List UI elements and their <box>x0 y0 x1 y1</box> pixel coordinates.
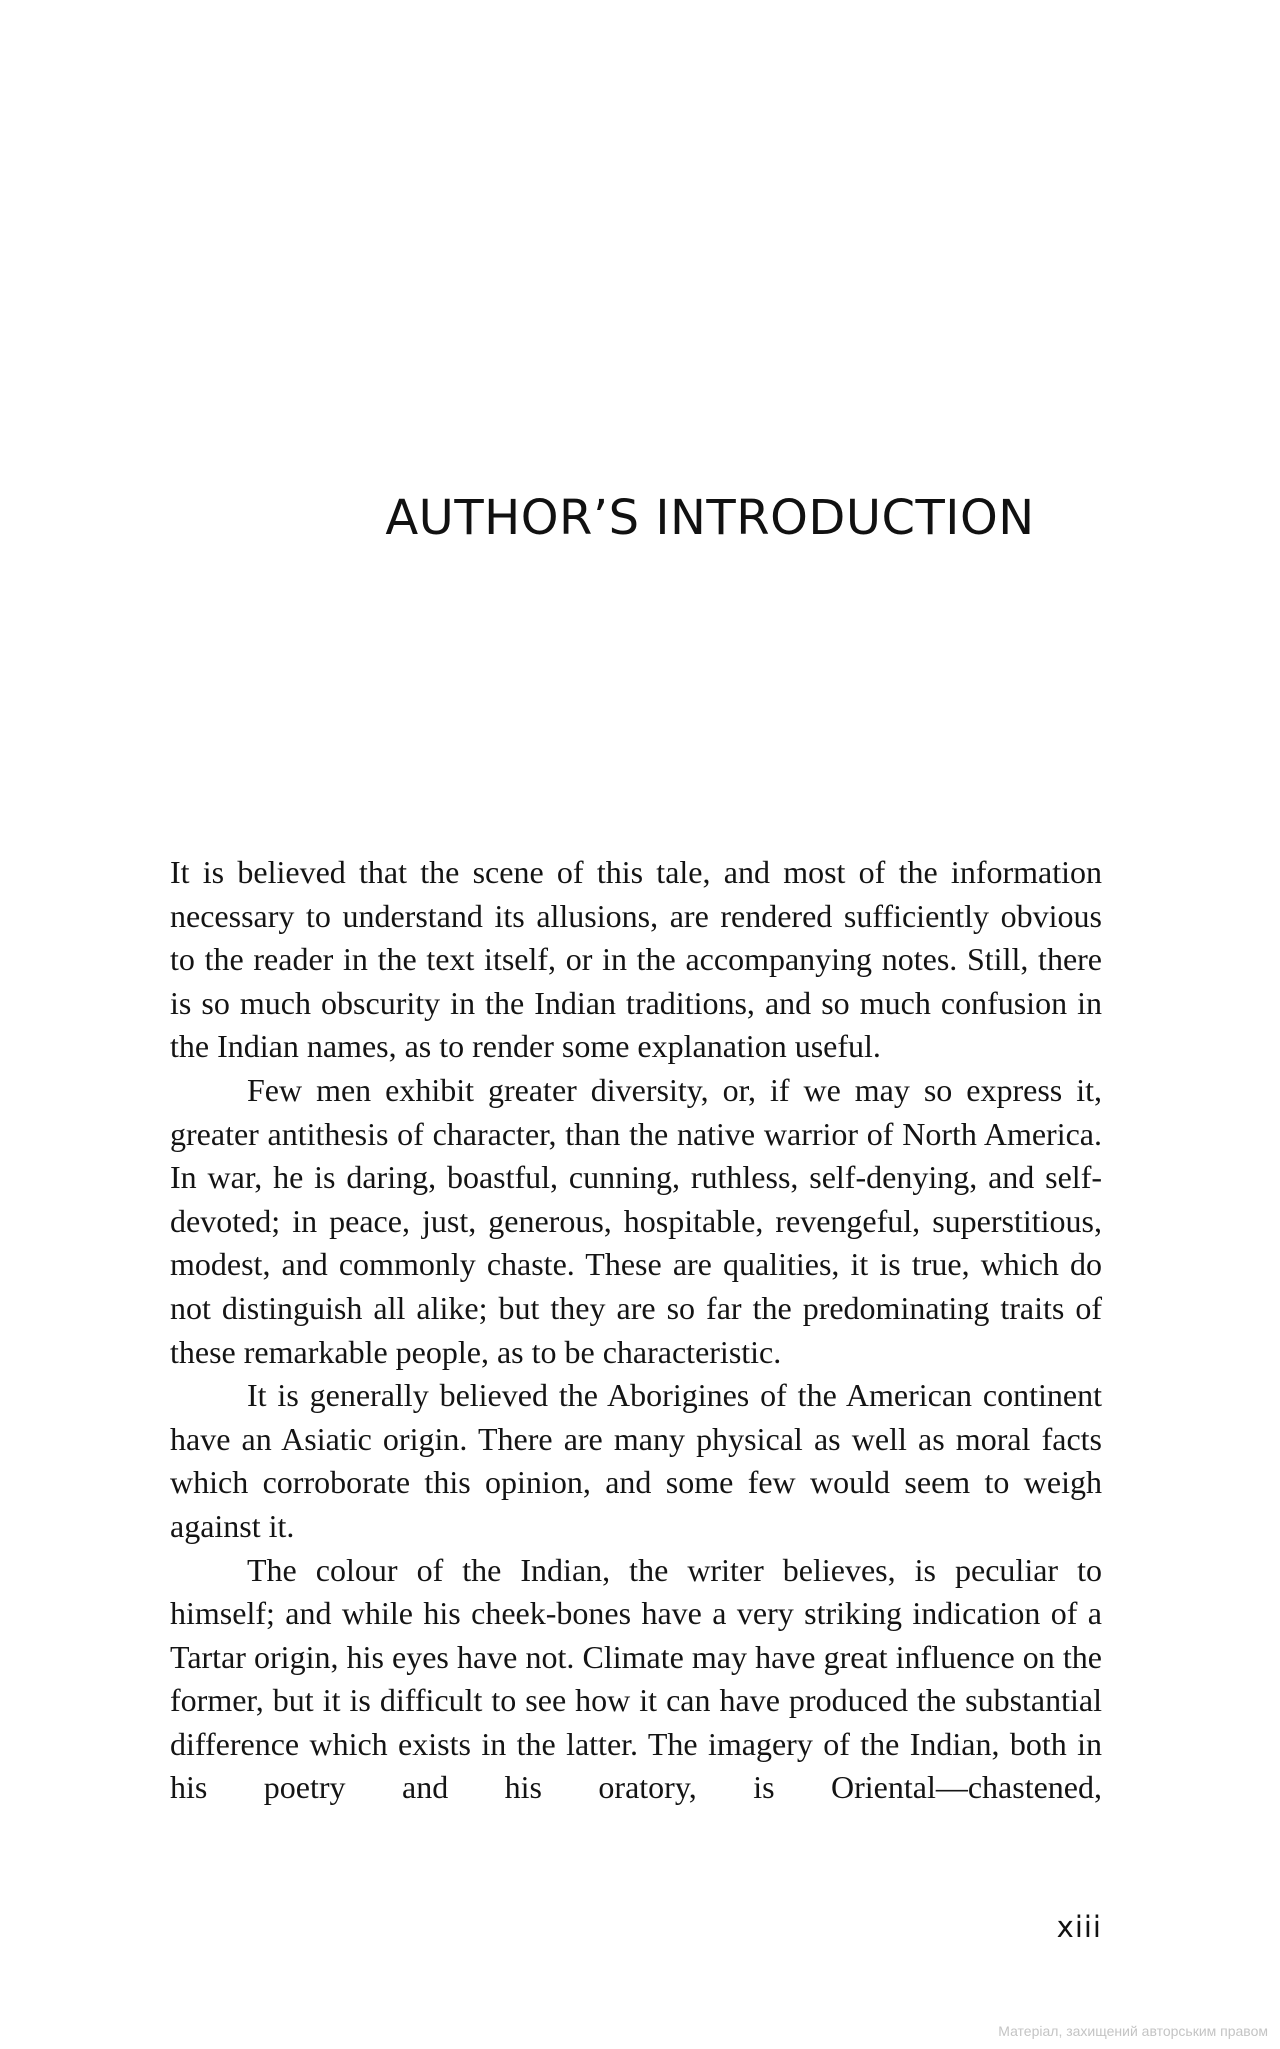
copyright-watermark: Матеріал, захищений авторським правом <box>998 2023 1268 2039</box>
paragraph-3: It is generally believed the Aborigines of the American continent have an Asiatic origin. There are many physical as well as moral facts which corroborate this opinion, and some few would seem to weigh against it. <box>170 1377 1102 1544</box>
paragraph-1: It is believed that the scene of this tale, and most of the information necessary to understand its allusions, are rendered sufficiently obvious to the reader in the text itself, or in the accompanying notes. Still, there is so much obscurity in the Indian traditions, and so much confusion in the Indian names, as to render some explanation useful. <box>170 854 1102 1065</box>
body-text <box>170 851 1102 1810</box>
page-number: xiii <box>1056 1910 1102 1944</box>
paragraph-4: The colour of the Indian, the writer believes, is peculiar to himself; and while his cheek-bones have a very striking indication of a Tartar origin, his eyes have not. Climate may have great influence on the former, but it is difficult to see how it can have produced the substantial difference which exists in the latter. The imagery of the Indian, both in his poetry and his oratory, is Oriental—chastened, <box>170 1551 1102 1806</box>
paragraph-2: Few men exhibit greater diversity, or, if we may so express it, greater antithesis of character, than the native warrior of North America. In war, he is daring, boastful, cunning, ruthless, self-denying, and self-devoted; in peace, just, generous, hospitable, revengeful, superstitious, modest, and commonly chaste. These are qualities, it is true, which do not distinguish all alike; but they are so far the predominating traits of these remarkable people, as to be characteristic. <box>170 1071 1102 1370</box>
chapter-title: AUTHOR’S INTRODUCTION <box>385 490 1035 546</box>
